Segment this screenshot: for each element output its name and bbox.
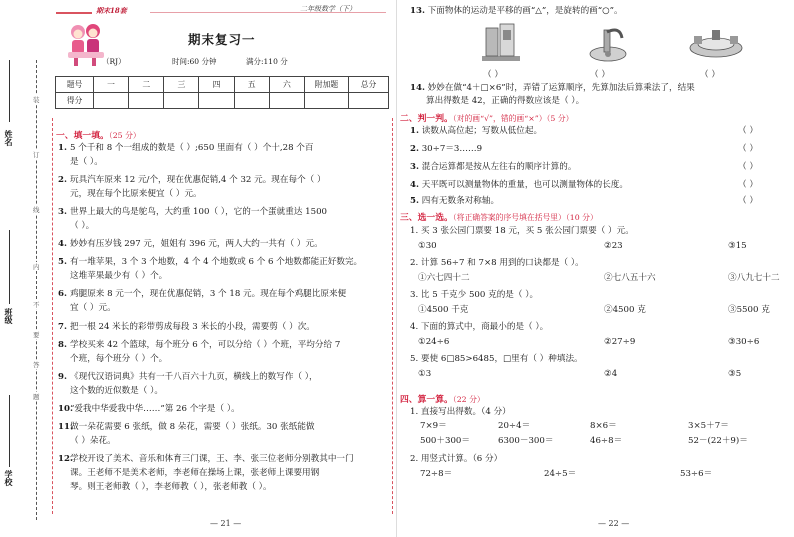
question-number: 5. (58, 257, 67, 267)
fill-question-line (58, 404, 240, 415)
score-cell: 题号 (56, 77, 94, 93)
binding-strip (0, 0, 50, 537)
ferris-toy-picture (686, 22, 746, 64)
score-cell: 总分 (349, 77, 389, 93)
exam-title: 期末复习一 (188, 32, 256, 47)
series-logo-text: 期末18套 (96, 6, 127, 15)
question-text: 课。王老师不是美术老师，李老师在操场上课，张老师上课要用钢 (70, 468, 320, 478)
question-text: 30÷7＝3……9 (421, 144, 483, 154)
question-number: 11. (58, 422, 73, 432)
score-cell: 一 (94, 77, 129, 93)
question-text: 《现代汉语词典》共有一千八百六十九页，横线上的数写作（ ）， (70, 372, 318, 382)
judge-item (410, 180, 628, 191)
fill-question-line (58, 221, 94, 232)
question-number: 4. (410, 180, 419, 190)
answer-paren[interactable]: （ ） (700, 70, 720, 80)
score-cell: 六 (269, 77, 304, 93)
question-text: 是（ ）。 (70, 157, 103, 167)
question-14-line2: 算出得数是 42，正确的得数应该是（ ）。 (426, 96, 585, 106)
fill-question-line (58, 482, 272, 493)
calc-item[interactable]: 6300－300＝ (498, 436, 554, 446)
score-entry[interactable] (349, 93, 389, 109)
question-text: 宜（ ）元。 (70, 303, 116, 313)
question-text: 学校买来 42 个篮球，每个班分 6 个，可以分给（ ）个班，平均分给 7 (70, 340, 341, 350)
answer-paren[interactable]: （ ） (738, 162, 758, 172)
score-entry[interactable] (234, 93, 269, 109)
question-text: 混合运算都是按从左往右的顺序计算的。 (421, 162, 577, 172)
question-number: 9. (58, 372, 67, 382)
vertical-item[interactable]: 53÷6＝ (680, 469, 713, 479)
choice-option[interactable]: ③15 (728, 241, 747, 251)
question-number: 10. (58, 404, 73, 414)
question-text: （ ）朵花。 (70, 436, 116, 446)
choice-option[interactable]: ②27÷9 (604, 337, 636, 347)
choice-option[interactable]: ②4 (604, 369, 618, 379)
fill-question-line (58, 454, 354, 465)
section-points: （25 分） (108, 131, 141, 140)
question-text: 这个数的近似数是（ ）。 (70, 386, 163, 396)
question-text: 妙妙有压岁钱 297 元，姐姐有 396 元，两人大约一共有（ ）元。 (70, 239, 323, 249)
score-label: 满分:110 分 (246, 57, 288, 66)
fill-question-line (58, 340, 340, 351)
right-margin-line (392, 118, 393, 514)
choose-question: 1. 买 3 张公园门票要 18 元，买 5 张公园门票要（ ）元。 (410, 226, 634, 236)
section-title-text: 二、判一判。 (400, 114, 453, 124)
choice-option[interactable]: ①3 (418, 369, 432, 379)
calc-item[interactable]: 500＋300＝ (420, 436, 470, 446)
question-text: 读数从高位起；写数从低位起。 (421, 126, 543, 136)
score-cell: 三 (164, 77, 199, 93)
fold-char: 订 (33, 151, 40, 159)
question-text: 四有无数条对称轴。 (421, 196, 500, 206)
score-entry[interactable] (199, 93, 234, 109)
answer-paren[interactable]: （ ） (590, 70, 610, 80)
question-number: 1. (58, 143, 67, 153)
school-underline (9, 395, 10, 467)
score-row-label: 得分 (56, 93, 94, 109)
fill-question-line (58, 189, 202, 200)
section-fill-title (56, 128, 141, 141)
fill-question-line (58, 239, 323, 250)
section-title-text: 四、算一算。 (400, 395, 453, 405)
score-table (55, 76, 389, 109)
choice-option[interactable]: ①24÷6 (418, 337, 450, 347)
judge-item (410, 126, 542, 137)
fill-question-line (58, 303, 116, 314)
vertical-item[interactable]: 24÷5＝ (544, 469, 577, 479)
vertical-item[interactable]: 72÷8＝ (420, 469, 453, 479)
fill-question-line (58, 289, 346, 300)
fold-char: 不 (33, 301, 40, 309)
choice-option[interactable]: ③5 (728, 369, 742, 379)
question-number: 1. (410, 126, 419, 136)
choice-option[interactable]: ①30 (418, 241, 437, 251)
section-title-text: 三、选一选。 (400, 213, 453, 223)
score-cell: 二 (129, 77, 164, 93)
score-entry[interactable] (164, 93, 199, 109)
score-entry[interactable] (94, 93, 129, 109)
vertical-subtitle: 2. 用竖式计算。（6 分） (410, 454, 503, 464)
question-number: 14. (410, 83, 425, 93)
question-text: 琴。则王老师教（ ），李老师教（ ），张老师教（ ）。 (70, 482, 272, 492)
question-14 (410, 83, 695, 94)
section-choose-title (400, 210, 598, 223)
question-number: 8. (58, 340, 67, 350)
choice-option[interactable]: ①六七四十二 (418, 273, 470, 283)
question-text: 元，现在每个比原来便宜（ ）元。 (70, 189, 202, 199)
choice-option[interactable]: ①4500 千克 (418, 305, 469, 315)
fill-question-line (58, 175, 326, 186)
question-text: 学校开设了美术、音乐和体育三门课，王、李、张三位老师分别教其中一门 (70, 454, 354, 464)
choose-question: 4. 下面的算式中，商最小的是（ ）。 (410, 322, 549, 332)
class-label: 班级 (4, 308, 14, 324)
question-text: 个班，每个班分（ ）个。 (70, 354, 168, 364)
judge-item (410, 144, 482, 155)
fill-question-line (58, 207, 327, 218)
score-cell: 五 (234, 77, 269, 93)
question-text: 做一朵花需要 6 张纸，做 8 朵花，需要（ ）张纸。30 张纸能做 (70, 422, 315, 432)
question-number: 2. (410, 144, 419, 154)
calc-item[interactable]: 46÷8＝ (590, 436, 623, 446)
question-number: 7. (58, 322, 67, 332)
faucet-picture (584, 22, 632, 64)
choice-option[interactable]: ③5500 克 (728, 305, 770, 315)
fill-question-line (58, 157, 103, 168)
question-text: 天平既可以测量物体的重量，也可以测量物体的长度。 (421, 180, 628, 190)
answer-paren[interactable]: （ ） (738, 126, 758, 136)
choice-option[interactable]: ③八九七十二 (728, 273, 780, 283)
calc-item[interactable]: 8×6＝ (590, 421, 617, 431)
answer-paren[interactable]: （ ） (738, 196, 758, 206)
section-points: （22 分） (452, 395, 485, 404)
class-underline (9, 230, 10, 304)
question-text: 玩具汽车原来 12 元/个，现在优惠促销,4 个 32 元。现在每个（ ） (70, 175, 326, 185)
calc-item[interactable]: 7×9＝ (420, 421, 447, 431)
fill-question-line (58, 372, 318, 383)
score-entry[interactable] (269, 93, 304, 109)
page-number-left: — 21 — (210, 519, 242, 528)
score-entry[interactable] (129, 93, 164, 109)
score-table-header-row (56, 77, 389, 93)
name-label: 姓名 (4, 130, 14, 146)
choice-option[interactable]: ③30÷6 (728, 337, 760, 347)
question-number: 12. (58, 454, 73, 464)
fill-question-line (58, 386, 163, 397)
answer-paren[interactable]: （ ） (738, 180, 758, 190)
score-cell: 四 (199, 77, 234, 93)
grade-label: 二年级数学（下） (300, 5, 356, 13)
section-points: （对的画“√”，错的画“×”）（5 分） (452, 114, 574, 123)
section-judge-title (400, 111, 573, 124)
fold-char: 要 (33, 331, 40, 339)
question-text: 鸡腿原来 8 元一个，现在优惠促销，3 个 18 元。现在每个鸡腿比原来便 (70, 289, 347, 299)
edition-label: （RJ） (102, 57, 126, 66)
question-13 (410, 6, 623, 17)
question-text: “爱我中华爱我中华……”第 26 个字是（ ）。 (70, 404, 240, 414)
school-label: 学校 (4, 470, 14, 486)
section-points: （将正确答案的序号填在括号里）（10 分） (452, 213, 598, 222)
question-number: 3. (58, 207, 67, 217)
question-text: 这堆苹果最少有（ ）个。 (70, 271, 168, 281)
judge-item (410, 196, 499, 207)
section-calc-title (400, 392, 485, 405)
elevator-picture (476, 22, 524, 64)
fold-char: 题 (33, 393, 40, 401)
left-margin-line (52, 118, 53, 514)
question-text: 5 个千和 8 个一组成的数是（ ）;650 里面有（ ）个十,28 个百 (70, 143, 314, 153)
fold-line (36, 60, 37, 520)
section-title-text: 一、填一填。 (56, 131, 109, 141)
score-table-score-row (56, 93, 389, 109)
score-cell: 附加题 (305, 77, 349, 93)
fold-char: 装 (33, 96, 40, 104)
choice-option[interactable]: ②4500 克 (604, 305, 646, 315)
name-underline (9, 60, 10, 122)
calc-subtitle: 1. 直接写出得数。（4 分） (410, 407, 511, 417)
choose-question: 3. 比 5 千克少 500 克的是（ ）。 (410, 290, 539, 300)
question-text: 有一堆苹果，3 个 3 个地数，4 个 4 个地数或 6 个 6 个地数都能正好数完。 (70, 257, 363, 267)
question-number: 13. (410, 6, 425, 16)
fill-question-line (58, 271, 167, 282)
question-text: 妙妙在做“4＋□×6”时，弄错了运算顺序，先算加法后算乘法了，结果 (427, 83, 695, 93)
calc-item[interactable]: 3×5＋7＝ (688, 421, 729, 431)
time-label: 时间:60 分钟 (172, 57, 217, 66)
fill-question-line (58, 143, 314, 154)
question-number: 4. (58, 239, 67, 249)
fill-question-line (58, 354, 167, 365)
choice-option[interactable]: ②23 (604, 241, 623, 251)
question-number: 2. (58, 175, 67, 185)
answer-paren[interactable]: （ ） (738, 144, 758, 154)
judge-item (410, 162, 576, 173)
calc-item[interactable]: 52－(22＋9)＝ (688, 436, 748, 446)
question-text: 下面物体的运动是平移的画“△”，是旋转的画“○”。 (427, 6, 623, 16)
fold-char: 内 (33, 263, 40, 271)
answer-paren[interactable]: （ ） (483, 70, 503, 80)
header-stripe (56, 12, 92, 14)
fill-question-line (58, 422, 315, 433)
question-text: 把一根 24 米长的彩带剪成每段 3 米长的小段，需要剪（ ）次。 (70, 322, 315, 332)
fill-question-line (58, 468, 319, 479)
score-entry[interactable] (305, 93, 349, 109)
fill-question-line (58, 322, 315, 333)
fold-char: 答 (33, 361, 40, 369)
question-text: （ ）。 (70, 221, 95, 231)
fold-char: 线 (33, 206, 40, 214)
question-text: 世界上最大的鸟是鸵鸟，大约重 100（ ），它的一个蛋就重达 1500 (70, 207, 328, 217)
choice-option[interactable]: ②七八五十六 (604, 273, 656, 283)
calc-item[interactable]: 20÷4＝ (498, 421, 531, 431)
question-number: 3. (410, 162, 419, 172)
fill-question-line (58, 257, 362, 268)
choose-question: 5. 要使 6□85>6485，□里有（ ）种填法。 (410, 354, 583, 364)
page-number-right: — 22 — (598, 519, 630, 528)
page-divider (396, 0, 397, 537)
choose-question: 2. 计算 56÷7 和 7×8 用到的口诀都是（ ）。 (410, 258, 584, 268)
question-number: 6. (58, 289, 67, 299)
question-number: 5. (410, 196, 419, 206)
fill-question-line (58, 436, 116, 447)
